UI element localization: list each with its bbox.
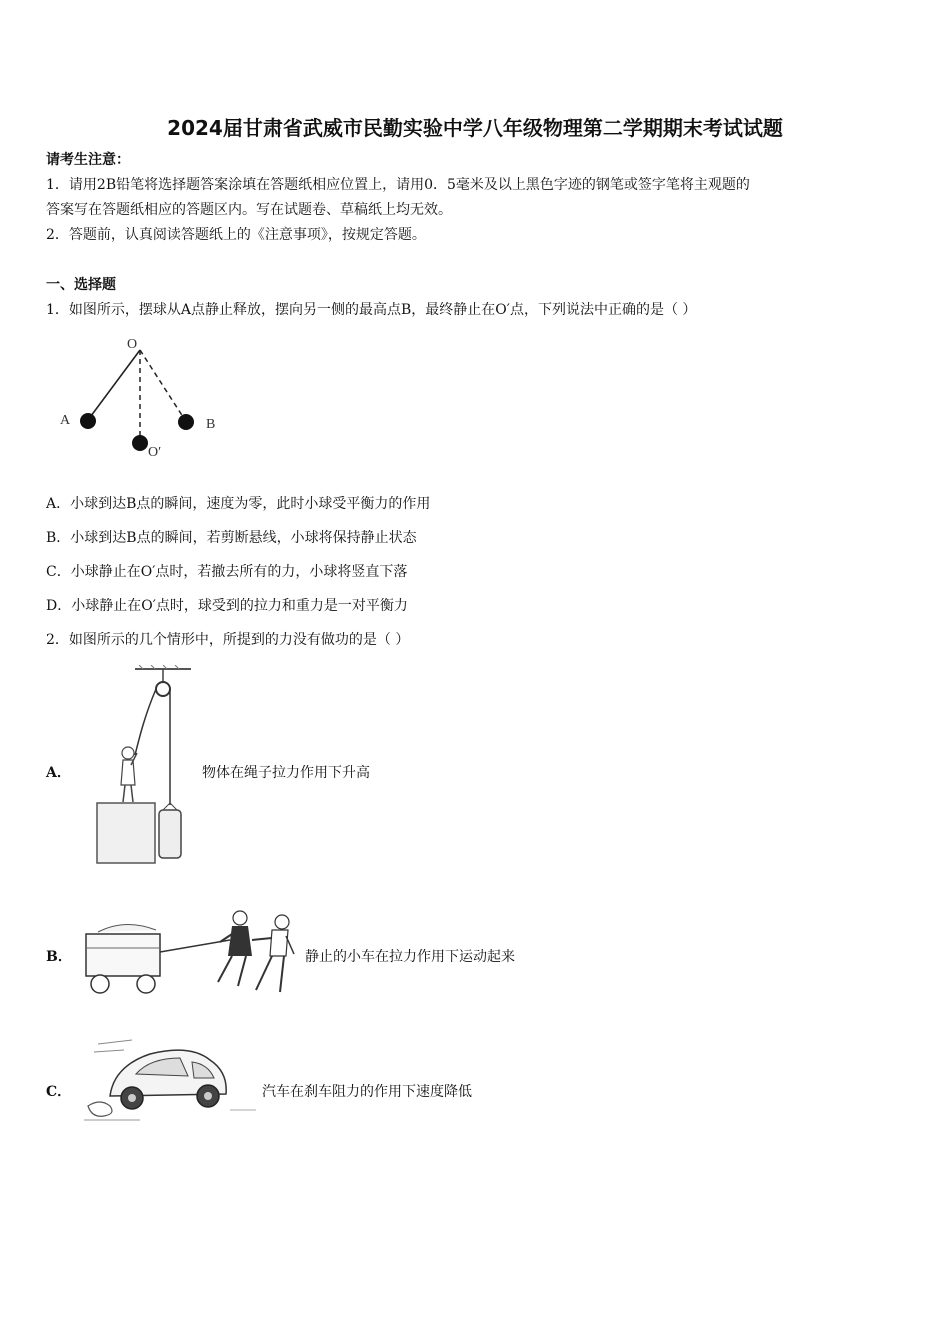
ball-o-prime: [132, 435, 148, 451]
q1-option-b: B．小球到达B点的瞬间，若剪断悬线，小球将保持静止状态: [46, 530, 417, 546]
q2-option-c-text: 汽车在刹车阻力的作用下速度降低: [262, 1084, 472, 1100]
label-o: O: [127, 337, 138, 352]
q2-option-b-text: 静止的小车在拉力作用下运动起来: [305, 949, 515, 965]
worker-head: [122, 747, 134, 759]
label-a: A: [60, 413, 71, 428]
pendulum-figure: [52, 332, 232, 462]
notice-1-line-1: 1．请用2B铅笔将选择题答案涂填在答题纸相应位置上，请用0．5毫米及以上黑色字迹的钢笔或签字笔将主观题的: [46, 177, 750, 193]
q2-option-a-text: 物体在绳子拉力作用下升高: [202, 765, 370, 781]
q1-option-c: C．小球静止在O′点时，若撤去所有的力，小球将竖直下落: [46, 564, 408, 580]
cart-wheel-rear: [137, 975, 155, 993]
notice-1-line-2: 答案写在答题纸相应的答题区内。写在试题卷、草稿纸上均无效。: [46, 202, 452, 218]
question-1-stem: 1．如图所示，摆球从A点静止释放，摆向另一侧的最高点B，最终静止在O′点，下列说法中正确的是（ ）: [46, 302, 697, 318]
cart-body: [86, 934, 160, 976]
page-title: 2024届甘肃省武威市民勤实验中学八年级物理第二学期期末考试试题: [167, 116, 783, 140]
q2-option-a-letter: A．: [46, 765, 71, 781]
platform-block: [97, 803, 155, 863]
children-pulling-cart-figure: [80, 906, 300, 998]
pendulum-string-b: [140, 350, 185, 420]
animal-icon: [88, 1102, 112, 1116]
question-2-stem: 2．如图所示的几个情形中，所提到的力没有做功的是（ ）: [46, 632, 410, 648]
notice-2: 2．答题前，认真阅读答题纸上的《注意事项》，按规定答题。: [46, 227, 426, 243]
pulley-icon: [156, 682, 170, 696]
q1-option-a: A．小球到达B点的瞬间，速度为零，此时小球受平衡力的作用: [46, 496, 431, 512]
label-b: B: [206, 417, 216, 432]
lifted-bucket-icon: [159, 810, 181, 858]
ball-b: [178, 414, 194, 430]
child-2-head: [275, 915, 289, 929]
child-1-head: [233, 911, 247, 925]
q1-option-d: D．小球静止在O′点时，球受到的拉力和重力是一对平衡力: [46, 598, 408, 614]
label-o-prime: O′: [148, 445, 162, 460]
section-heading-choice: 一、选择题: [46, 277, 116, 293]
q2-option-c-letter: C．: [46, 1084, 72, 1100]
cart-wheel-front: [91, 975, 109, 993]
pulley-lifting-figure: [95, 665, 195, 865]
q2-option-b-letter: B．: [46, 949, 72, 965]
tow-rope: [160, 940, 230, 952]
braking-car-figure: [80, 1036, 260, 1126]
ball-a: [80, 413, 96, 429]
notice-heading: 请考生注意：: [46, 152, 130, 168]
pendulum-string-a: [88, 350, 140, 420]
